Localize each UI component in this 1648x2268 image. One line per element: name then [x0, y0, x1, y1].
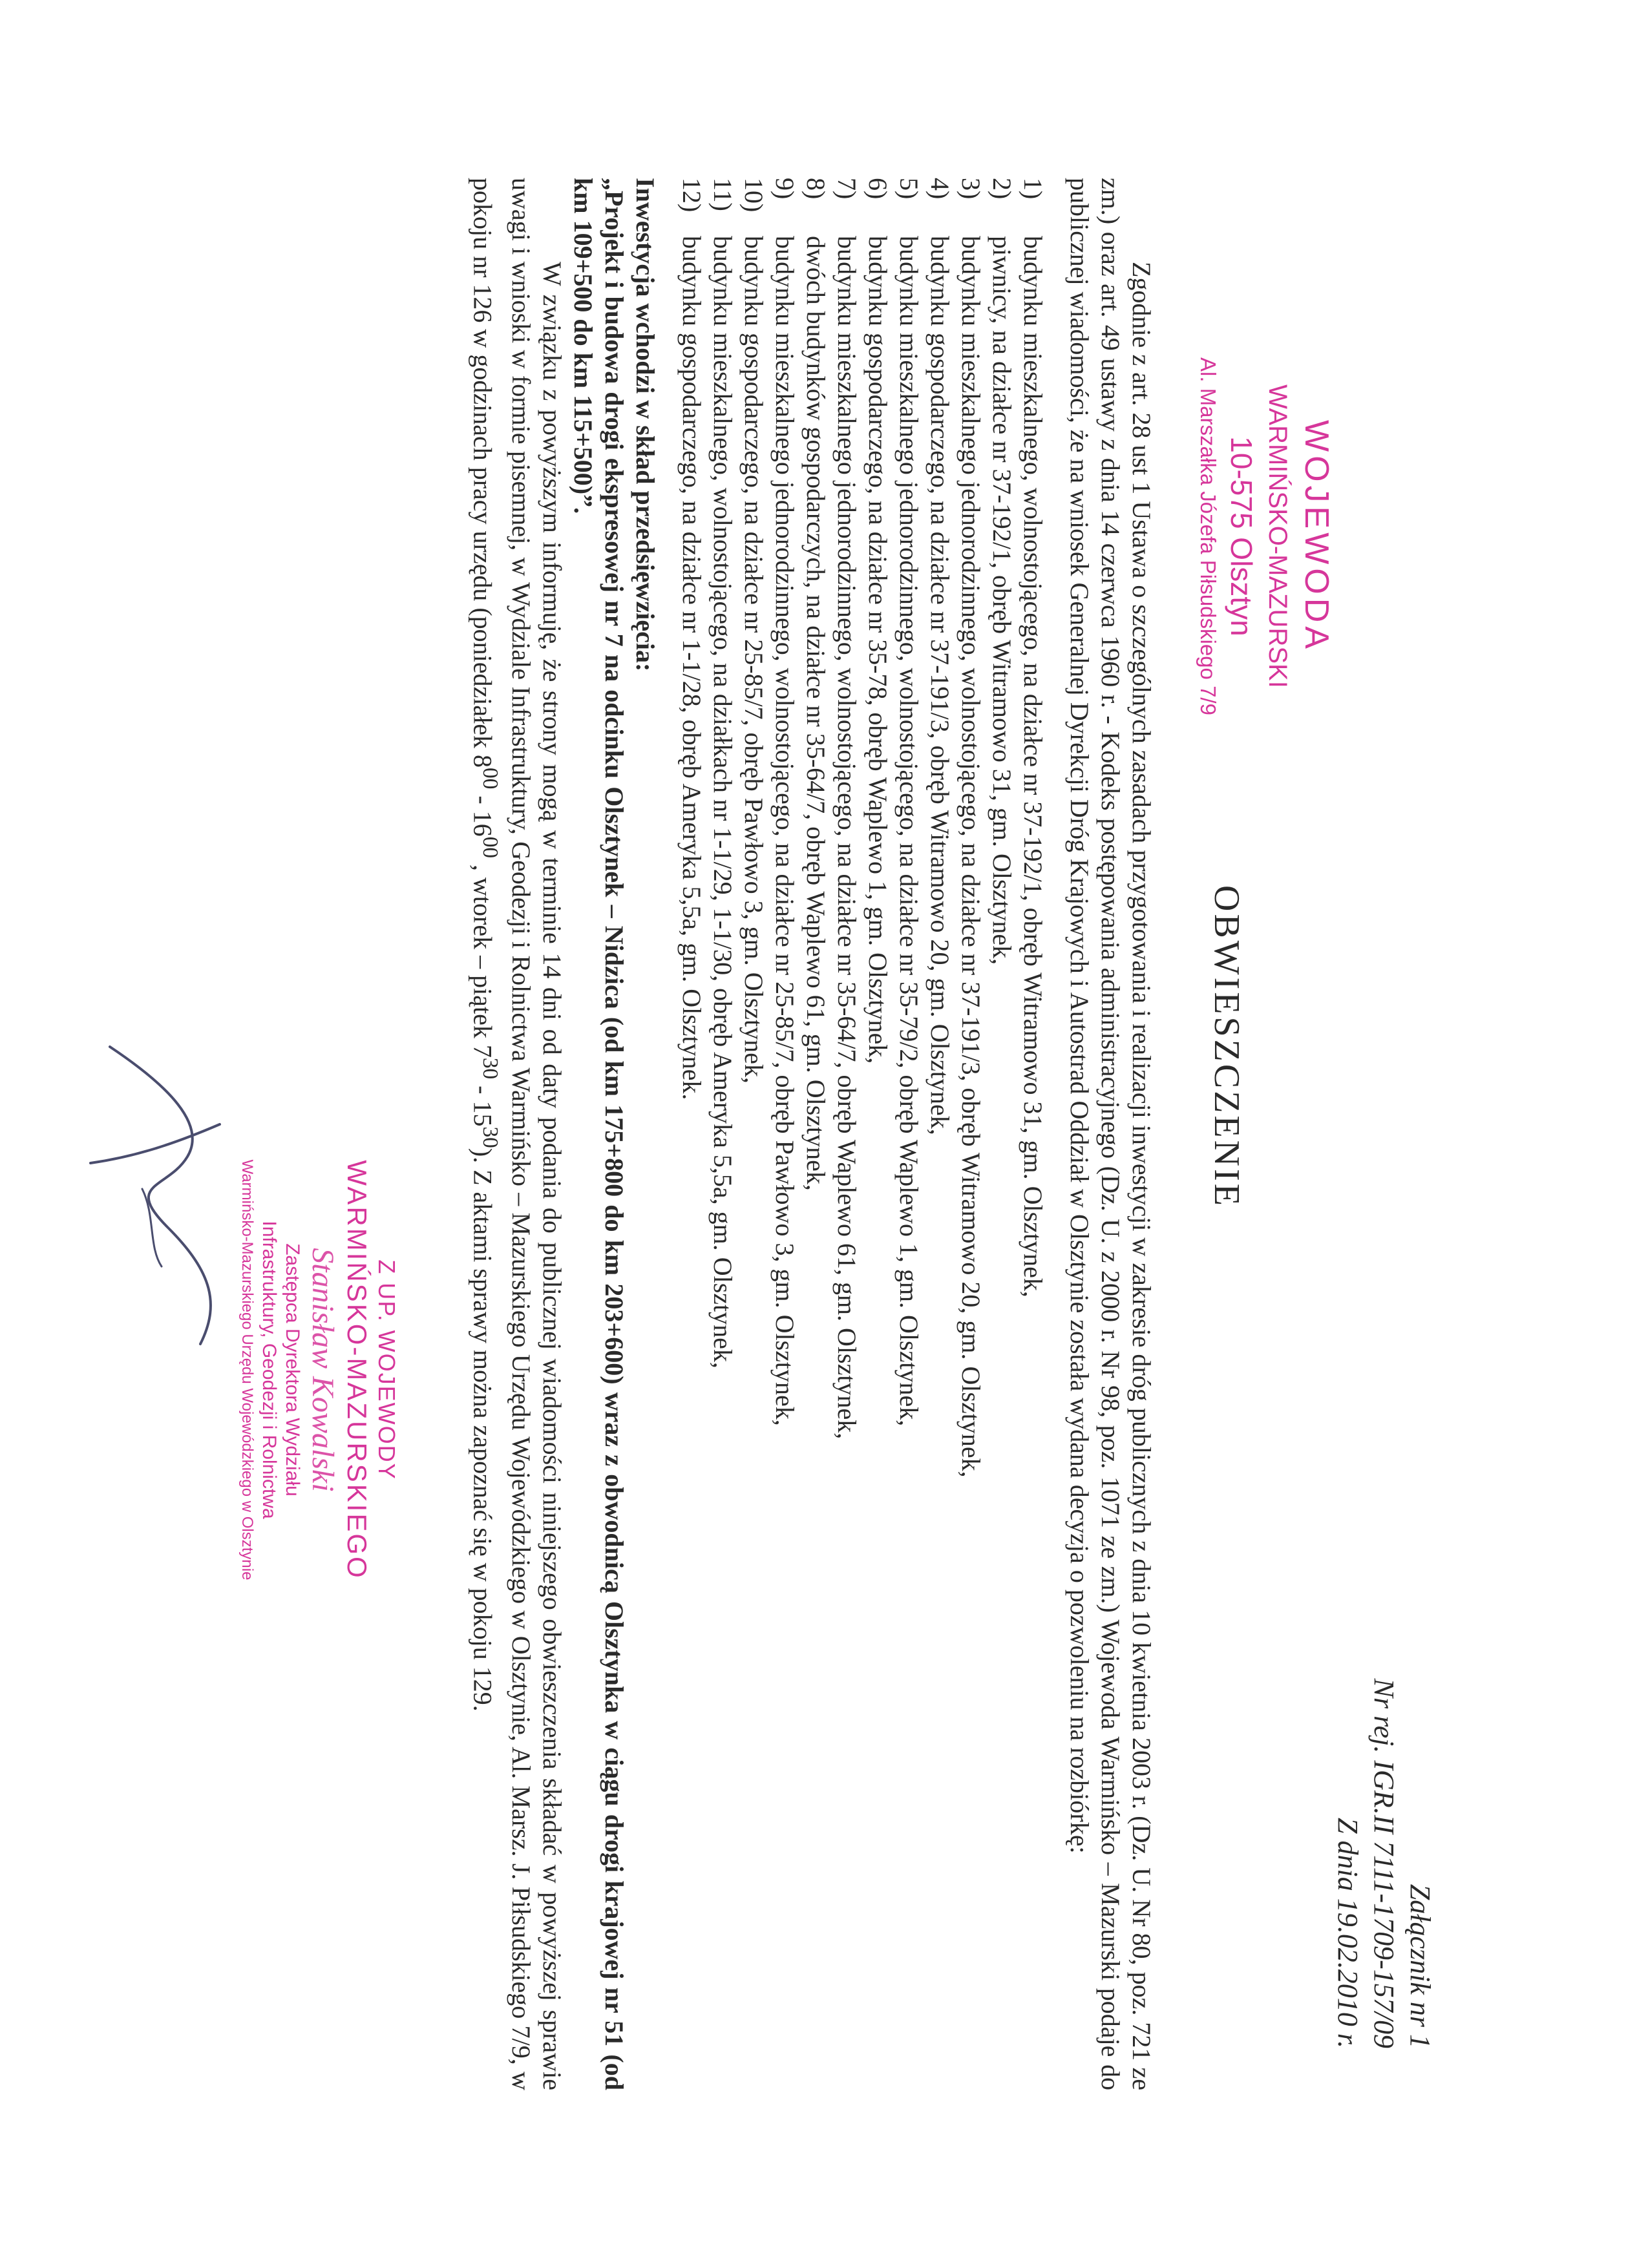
demolition-list	[676, 178, 1048, 2090]
list-item	[955, 178, 986, 2090]
list-item-number: 3)	[956, 178, 986, 200]
stamp-authority: Z UP. WOJEWODY	[374, 1259, 400, 1480]
list-item-text: budynku gospodarczego, na działce nr 37-191/3, obręb Witramowo 20, gm. Olsztynek,	[925, 236, 955, 1135]
stamp-title: WOJEWODA	[1298, 420, 1335, 653]
attachment-date: Z dnia 19.02.2010 r.	[1332, 1818, 1364, 2048]
list-item-number: 8)	[801, 178, 830, 200]
list-item	[676, 178, 707, 2090]
stamp-signer-role: Zastępca Dyrektora Wydziału	[282, 1243, 303, 1496]
stamp-address: Al. Marszałka Józefa Piłsudskiego 7/9	[1196, 357, 1220, 715]
list-item-number: 7)	[832, 178, 861, 200]
stamp-region: WARMIŃSKO-MAZURSKI	[1263, 384, 1292, 688]
list-item-number: 1)	[1019, 178, 1048, 200]
page-title: OBWIESZCZENIE	[1207, 885, 1247, 1208]
list-item	[707, 178, 738, 2090]
list-item-number: 12)	[677, 178, 706, 213]
list-item-text: budynku mieszkalnego jednorodzinnego, wolnostojącego, na działce nr 35-64/7, obręb Waplewo 61, gm. Olsztynek,	[832, 236, 861, 1440]
list-item-text: budynku gospodarczego, na działce nr 1-1/28, obręb Ameryka 5,5a, gm. Olsztynek.	[677, 236, 706, 1100]
registry-number: Nr rej. IGR.II 7111-1709-157/09	[1368, 1678, 1400, 2048]
stamp-signer-department: Infrastruktury, Geodezji i Rolnictwa	[259, 1221, 280, 1519]
list-item-text: budynku gospodarczego, na działce nr 25-85/7, obręb Pawłowo 3, gm. Olsztynek,	[739, 236, 768, 1084]
stamp-city: 10-575 Olsztyn	[1225, 436, 1258, 636]
list-item-text: budynku mieszkalnego jednorodzinnego, wolnostojącego, na działce nr 37-191/3, obręb Witramowo 20, gm. Olsztynek,	[956, 236, 986, 1478]
list-item-text: piwnicy, na działce nr 37-192/1, obręb Witramowo 31, gm. Olsztynek,	[988, 236, 1017, 965]
list-item-number: 6)	[863, 178, 893, 200]
list-item-number: 10)	[739, 178, 768, 213]
notice-text: ). Z aktami sprawy można zapoznać się w pokoju 129.	[468, 1148, 498, 1712]
notice-time-sup: 30	[478, 1126, 502, 1148]
stamp-signer-office: Warmińsko-Mazurskiego Urzędu Wojewódzkiego w Olsztynie	[238, 1159, 256, 1580]
notice-time-sup: 30	[478, 1057, 502, 1080]
list-item-number: 9)	[770, 178, 799, 200]
list-item	[800, 178, 831, 2090]
list-item-text: dwóch budynków gospodarczych, na działce nr 35-64/7, obręb Waplewo 61, gm. Olsztynek,	[801, 236, 830, 1191]
list-item-text: budynku mieszkalnego, wolnostojącego, na działce nr 37-192/1, obręb Witramowo 31, gm. Olsztynek,	[1019, 236, 1048, 1297]
investment-name: „Projekt i budowa drogi ekspresowej nr 7 na odcinku Olsztynek – Nidzica (od km 175+800 do km 203+600) wraz z obwodnicą Olsztynka w ciągu drogi krajowej nr 51 (od km 109+500 do km 115+500)”.	[569, 178, 629, 2090]
notice-paragraph	[467, 178, 567, 2090]
voivode-stamp	[1193, 258, 1338, 814]
attachment-number: Załącznik nr 1	[1404, 1884, 1436, 2048]
list-item	[893, 178, 924, 2090]
attachment-reference	[1329, 1402, 1438, 2048]
list-item	[1017, 178, 1048, 2090]
document-body	[467, 178, 1157, 2090]
stamp-authority-region: WARMIŃSKO-MAZURSKIEGO	[342, 1160, 372, 1580]
signature-stamp	[237, 1008, 401, 1732]
notice-time-sup: 00	[478, 768, 502, 790]
handwritten-signature	[78, 1034, 246, 1370]
list-item-text: budynku mieszkalnego jednorodzinnego, wolnostojącego, na działce nr 25-85/7, obręb Pawłowo 3, gm. Olsztynek,	[770, 236, 799, 1426]
list-item	[986, 178, 1017, 2090]
notice-text: W związku z powyższym informuję, że strony mogą w terminie 14 dni od daty podania do publicznej wiadomości niniejszego obwieszczenia składać w powyższej sprawie uwagi i wnioski w formie pisemnej, w Wydziale Infrastruktury, Geodezji i Rolnictwa Warmińsko – Mazurskiego Urzędu Wojewódzkiego w Olsztynie, Al. Marsz. J. Piłsudskiego 7/9, w pokoju nr 126 w godzinach pracy urzędu (poniedziałek 8	[468, 178, 567, 2090]
list-item	[924, 178, 955, 2090]
list-item	[738, 178, 769, 2090]
stamp-signer-name: Stanisław Kowalski	[306, 1248, 340, 1492]
list-item-number: 2)	[988, 178, 1017, 200]
list-item-text: budynku gospodarczego, na działce nr 35-78, obręb Waplewo 1, gm. Olsztynek,	[863, 236, 893, 1064]
list-item	[769, 178, 800, 2090]
notice-text: - 16	[468, 789, 498, 837]
list-item	[831, 178, 862, 2090]
notice-text: - 15	[468, 1079, 498, 1127]
list-item-number: 5)	[894, 178, 924, 200]
notice-time-sup: 00	[478, 836, 502, 859]
intro-paragraph: Zgodnie z art. 28 ust 1 Ustawa o szczególnych zasadach przygotowania i realizacji inwestycji w zakresie dróg publicznych z dnia 10 kwietnia 2003 r. (Dz. U. Nr 80, poz. 721 ze zm.) oraz art. 49 ustawy z dnia 14 czerwca 1960 r. - Kodeks postępowania administracyjnego (Dz. U. z 2000 r. Nr 98, poz. 1071 ze zm.) Wojewoda Warmińsko – Mazurski podaje do publicznej wiadomości, że na wniosek Generalnej Dyrekcji Dróg Krajowych i Autostrad Oddział w Olsztynie została wydana decyzja o pozwoleniu na rozbiórkę:	[1065, 178, 1156, 2090]
list-item-text: budynku mieszkalnego, wolnostojącego, na działkach nr 1-1/29, 1-1/30, obręb Ameryka 5,5a, gm. Olsztynek,	[708, 236, 737, 1369]
investment-heading: Inwestycja wchodzi w skład przedsięwzięcia:	[631, 178, 660, 672]
list-item-number: 4)	[925, 178, 955, 200]
list-item-number: 11)	[708, 178, 737, 211]
list-item-text: budynku mieszkalnego jednorodzinnego, wolnostojącego, na działce nr 35-79/2, obręb Waplewo 1, gm. Olsztynek,	[894, 236, 924, 1427]
list-item	[862, 178, 893, 2090]
notice-text: , wtorek – piątek 7	[468, 858, 498, 1058]
